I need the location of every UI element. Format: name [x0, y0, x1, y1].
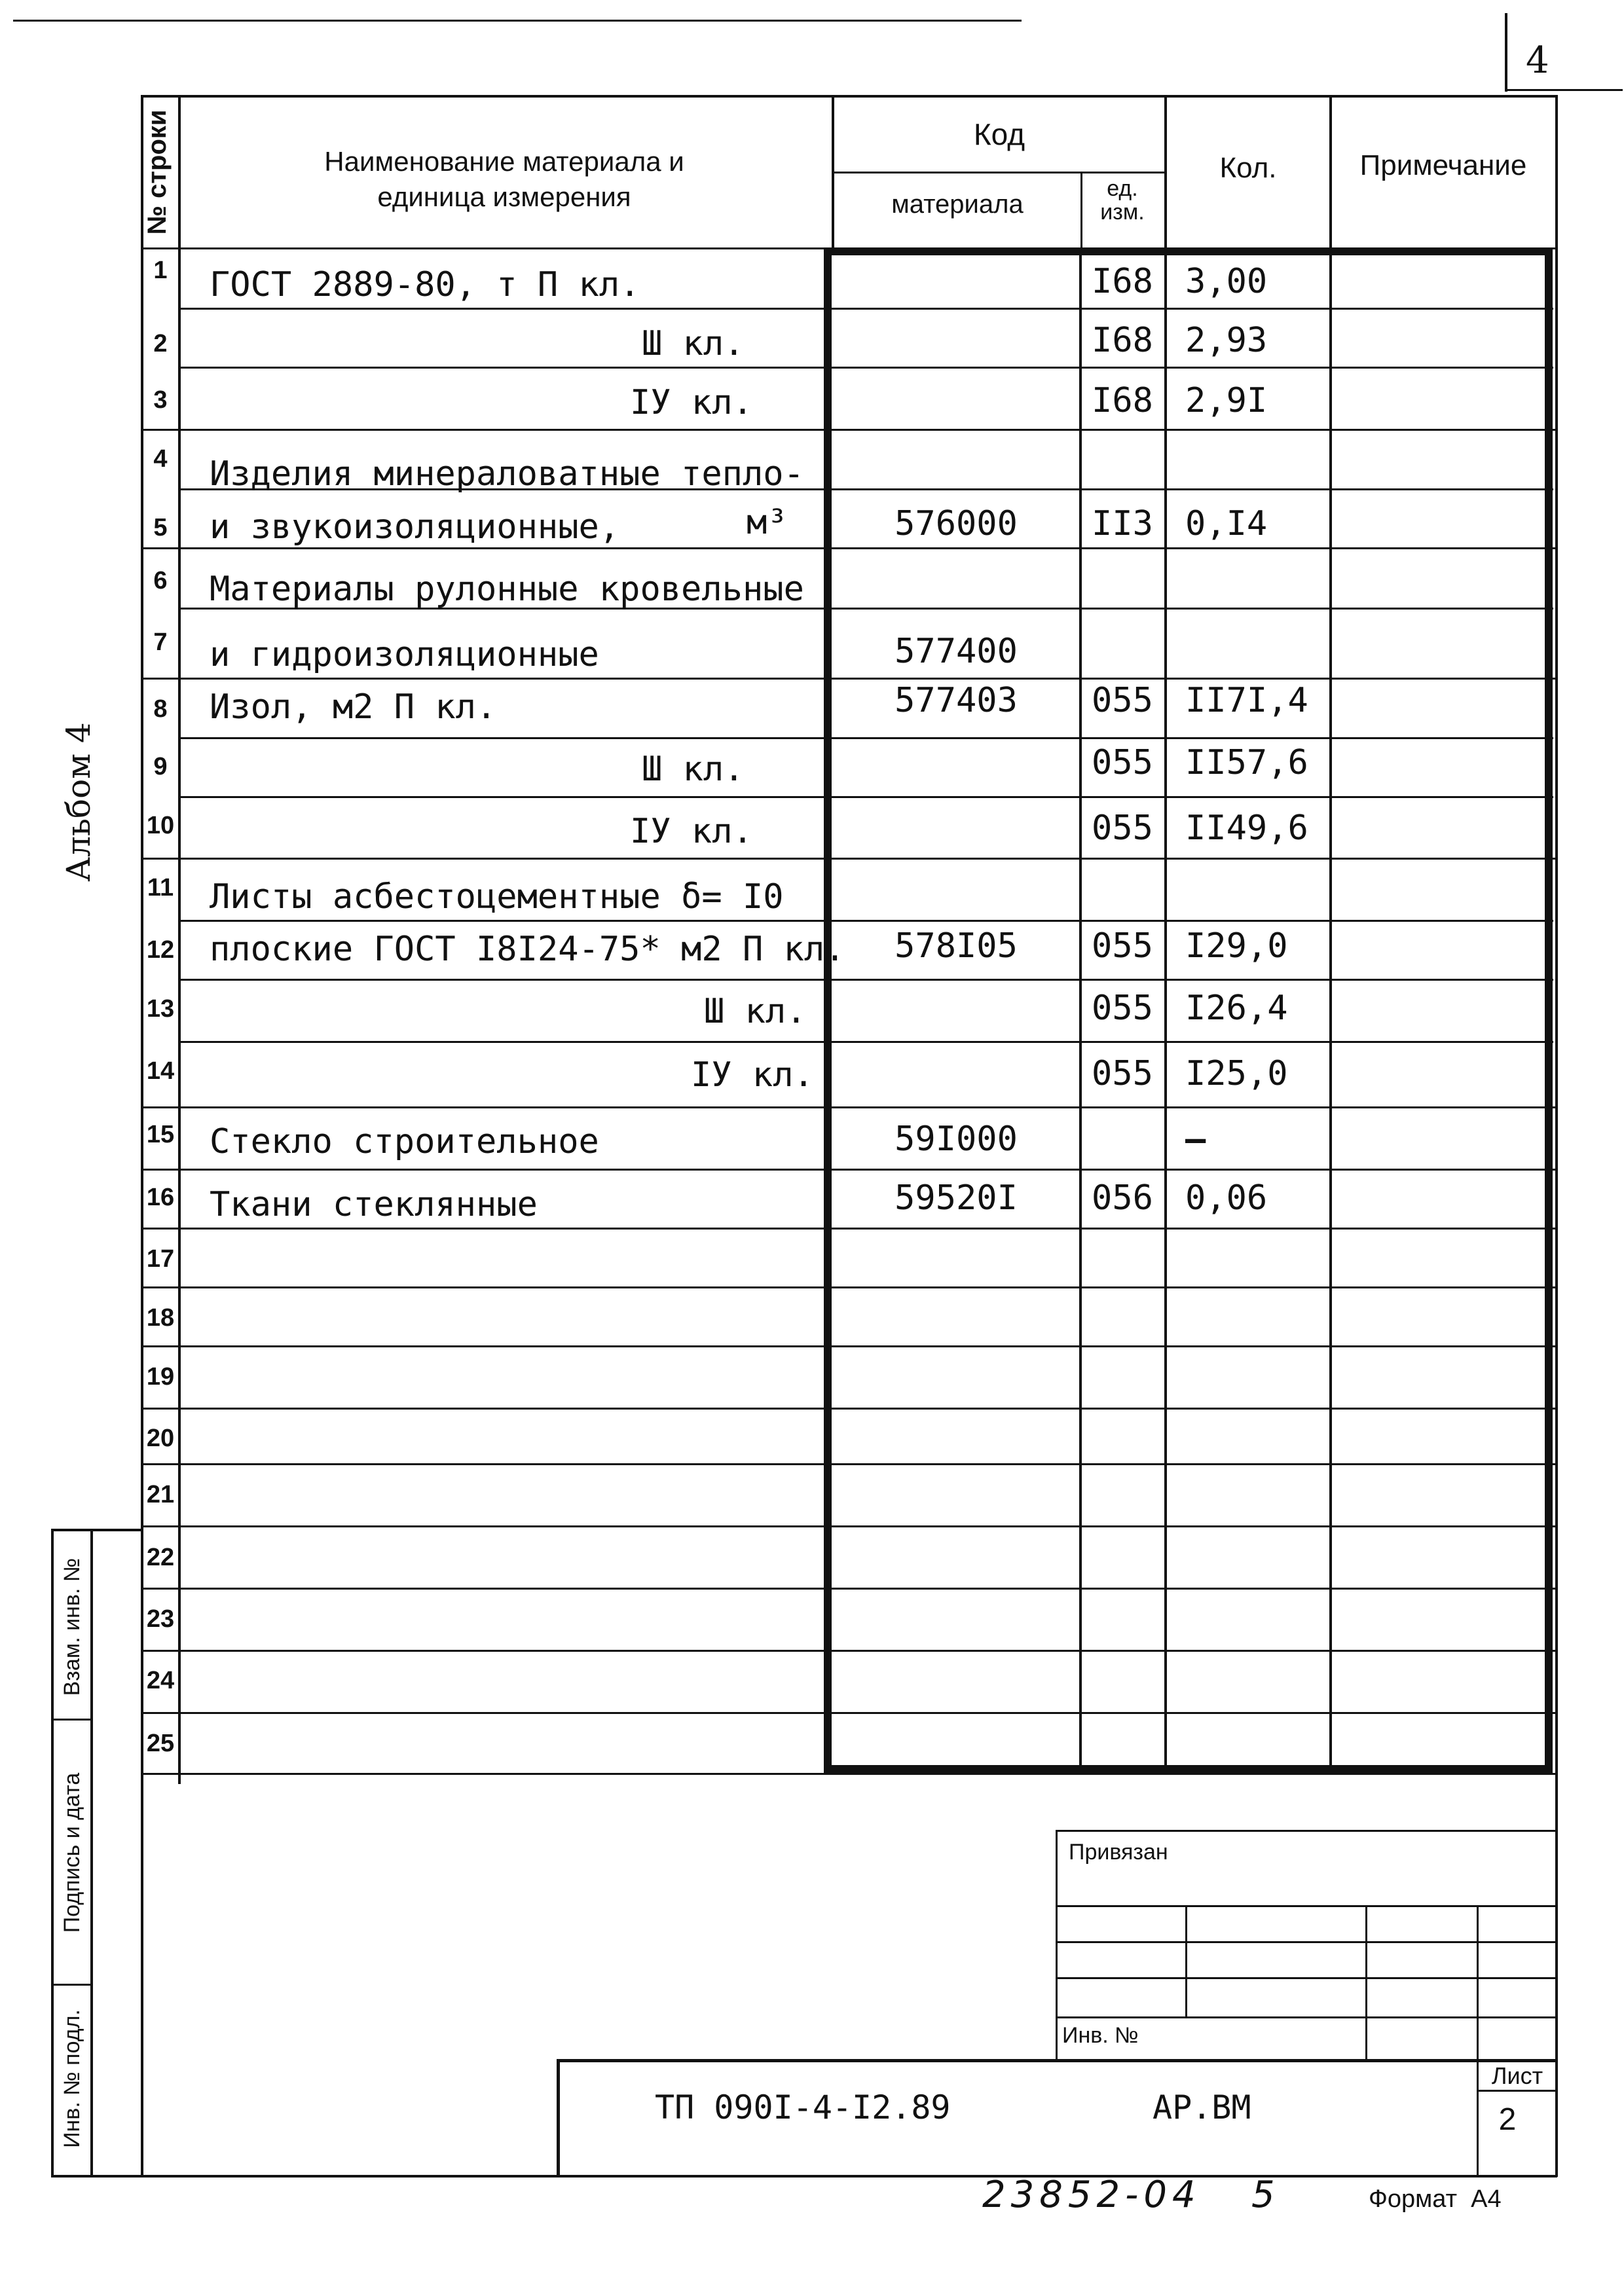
- material-name: Изделия минераловатные тепло-: [210, 454, 804, 494]
- quantity: 0,I4: [1185, 504, 1268, 543]
- unit-code: 055: [1092, 743, 1153, 782]
- header-qty: Кол.: [1219, 152, 1277, 184]
- material-name: Ткани стеклянные: [210, 1185, 538, 1224]
- format-label: Формат А4: [1369, 2185, 1502, 2213]
- unit-code: I68: [1092, 381, 1153, 420]
- unit-code: I68: [1092, 262, 1153, 301]
- quantity: –: [1185, 1120, 1206, 1159]
- side-label-inv-podl: Инв. № подл.: [60, 2009, 84, 2148]
- material-name: плоские ГОСТ I8I24-75* м2 П кл.: [210, 930, 845, 969]
- material-name: Ш кл.: [642, 750, 745, 789]
- quantity: II7I,4: [1185, 681, 1308, 720]
- side-label-podpis: Подпись и дата: [60, 1772, 84, 1933]
- row-number: 14: [146, 1057, 175, 1085]
- unit-code: II3: [1092, 504, 1153, 543]
- unit-code: 055: [1092, 926, 1153, 966]
- material-name: Ш кл.: [642, 324, 745, 363]
- row-number: 7: [153, 629, 168, 656]
- material-name: IУ кл.: [691, 1055, 814, 1095]
- material-code: 576000: [895, 504, 1018, 543]
- side-label-vzam: Взам. инв. №: [60, 1558, 84, 1696]
- header-code-unit: ед. изм.: [1100, 176, 1145, 225]
- unit-code: 055: [1092, 989, 1153, 1028]
- quantity: I26,4: [1185, 989, 1288, 1028]
- row-number: 5: [153, 514, 168, 541]
- unit-code: 056: [1092, 1178, 1153, 1218]
- material-code: 577400: [895, 632, 1018, 671]
- unit-code: 055: [1092, 681, 1153, 720]
- row-number: 3: [153, 386, 168, 414]
- material-name: Листы асбестоцементные δ= I0: [210, 877, 784, 917]
- material-name: IУ кл.: [630, 812, 753, 851]
- doc-code: ТП 090I-4-I2.89: [655, 2088, 951, 2126]
- sheet-number: 2: [1498, 2102, 1517, 2137]
- row-number: 4: [153, 445, 168, 473]
- page-number-frame: [1505, 13, 1507, 92]
- row-number: 21: [146, 1481, 175, 1508]
- material-name: и гидроизоляционные: [210, 635, 599, 674]
- header-row-number: № строки: [143, 109, 172, 235]
- row-number: 1: [153, 257, 168, 284]
- header-code: Код: [973, 117, 1025, 151]
- row-number: 19: [146, 1363, 175, 1391]
- album-label: Альбом 4: [60, 722, 98, 882]
- page-number-frame-bottom: [1505, 89, 1623, 91]
- stamp-privyazan: Привязан: [1069, 1840, 1168, 1865]
- row-number: 15: [146, 1121, 175, 1148]
- unit-code: I68: [1092, 321, 1153, 360]
- header-name: Наименование материала и единица измерения: [324, 146, 684, 212]
- row-number: 12: [146, 936, 175, 964]
- header-note: Примечание: [1359, 149, 1527, 181]
- material-name: ГОСТ 2889-80, т П кл.: [210, 265, 640, 304]
- sheet-label: Лист: [1491, 2062, 1543, 2089]
- quantity: 3,00: [1185, 262, 1268, 301]
- header-code-material: материала: [891, 190, 1024, 219]
- material-name: Ш кл.: [704, 992, 807, 1031]
- row-number: 16: [146, 1184, 175, 1211]
- doc-mark: АР.ВМ: [1153, 2088, 1251, 2126]
- page-number: 4: [1526, 39, 1549, 82]
- row-number: 22: [146, 1544, 175, 1571]
- material-name: Стекло строительное: [210, 1122, 599, 1161]
- quantity: 2,93: [1185, 321, 1268, 360]
- material-code: 59I000: [895, 1120, 1018, 1159]
- material-name: Материалы рулонные кровельные: [210, 570, 804, 609]
- quantity: 2,9I: [1185, 381, 1268, 420]
- quantity: I25,0: [1185, 1054, 1288, 1093]
- row-number: 6: [153, 567, 168, 594]
- material-code: 578I05: [895, 926, 1018, 966]
- row-number: 17: [146, 1245, 175, 1273]
- unit-code: 055: [1092, 809, 1153, 848]
- unit-code: 055: [1092, 1054, 1153, 1093]
- material-name: Изол, м2 П кл.: [210, 687, 497, 727]
- stamp-inv-no: Инв. №: [1062, 2023, 1139, 2048]
- row-number: 25: [146, 1730, 175, 1757]
- material-code: 577403: [895, 681, 1018, 720]
- row-number: 23: [146, 1605, 175, 1633]
- quantity: II57,6: [1185, 743, 1308, 782]
- quantity: II49,6: [1185, 809, 1308, 848]
- quantity: 0,06: [1185, 1178, 1268, 1218]
- row-number: 11: [147, 874, 174, 902]
- quantity: I29,0: [1185, 926, 1288, 966]
- row-number: 13: [146, 995, 175, 1023]
- row-number: 20: [146, 1425, 175, 1452]
- handwritten-number: 23852-04 5: [982, 2174, 1280, 2216]
- row-number: 18: [146, 1304, 175, 1332]
- material-name: IУ кл.: [630, 383, 753, 422]
- material-code: 59520I: [895, 1178, 1018, 1218]
- row-number: 9: [153, 753, 168, 780]
- row-number: 2: [153, 330, 168, 357]
- row-number: 24: [146, 1667, 175, 1694]
- row-number: 8: [153, 695, 168, 723]
- material-name: и звукоизоляционные,: [210, 507, 620, 547]
- unit-m3: м³: [747, 503, 788, 542]
- row-number: 10: [146, 812, 175, 839]
